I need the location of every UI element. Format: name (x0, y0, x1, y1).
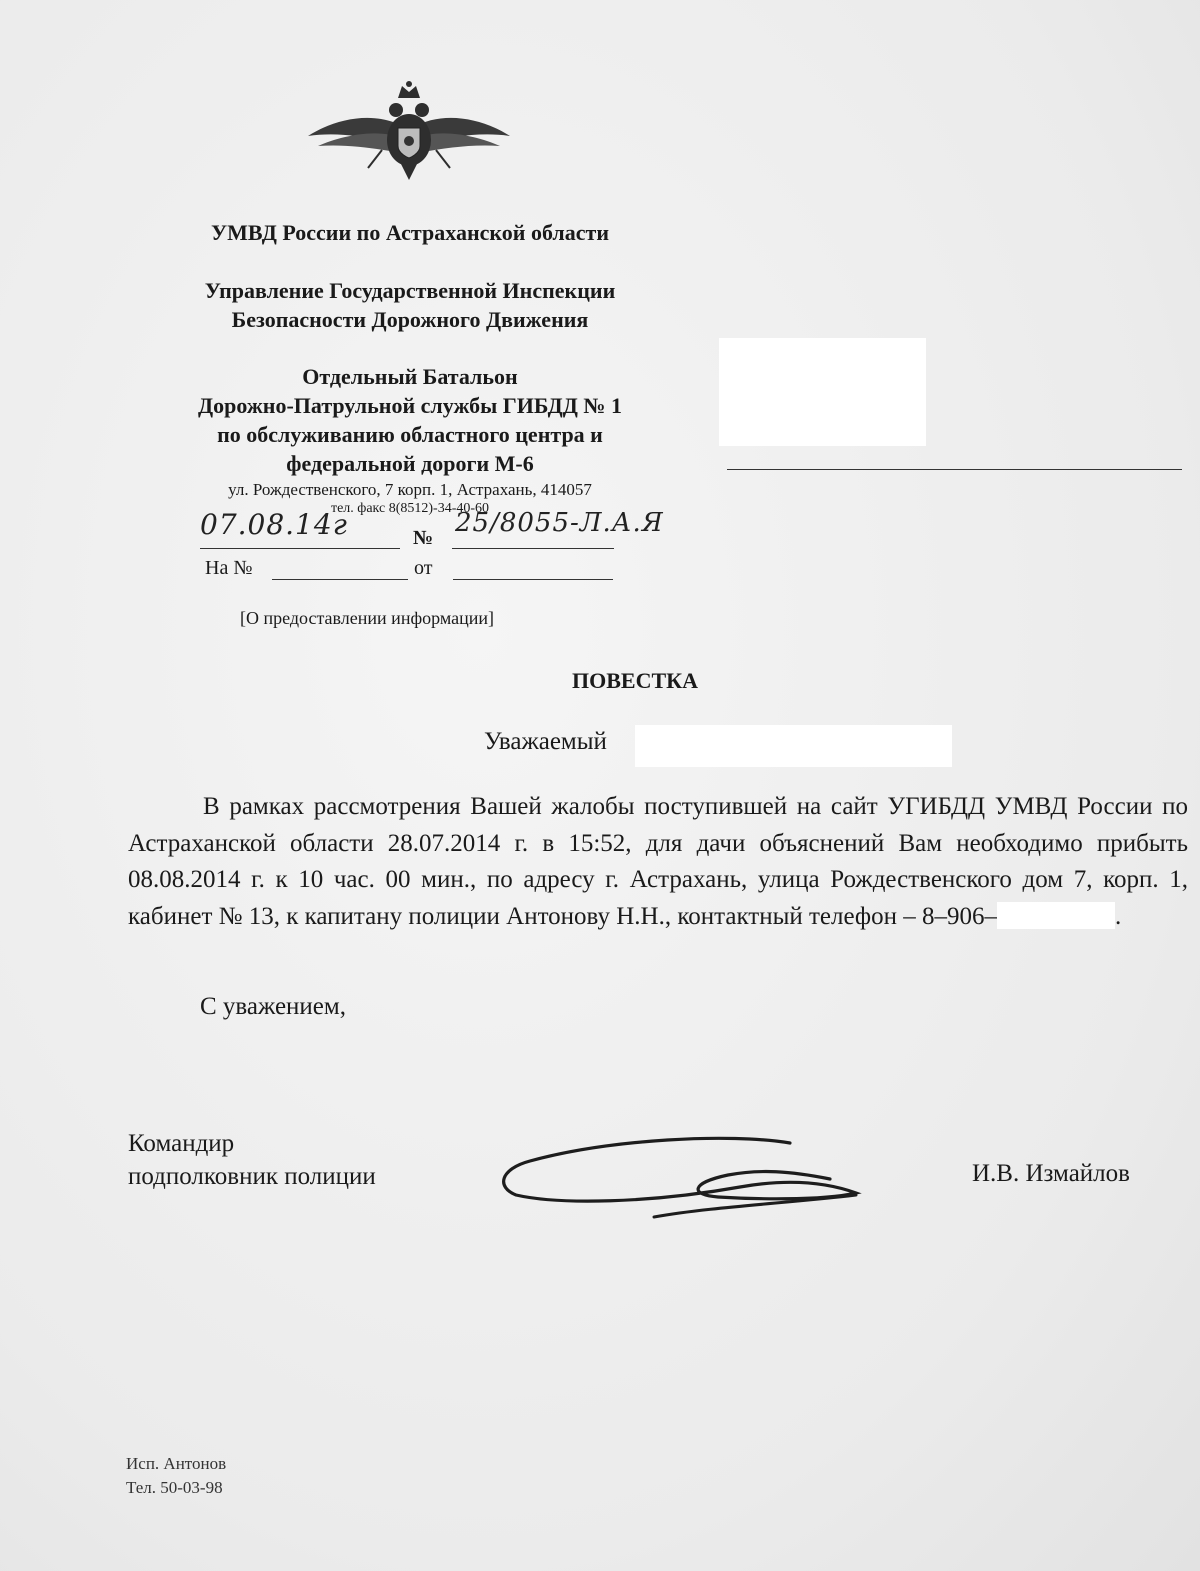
department-line-1: Управление Государственной Инспекции (204, 278, 616, 303)
reference-date-underline (453, 579, 613, 580)
executor-info (126, 1452, 226, 1500)
sender-address: ул. Рождественского, 7 корп. 1, Астрахань, 414057 (228, 480, 592, 499)
executor-phone: Тел. 50-03-98 (126, 1478, 223, 1497)
reference-number-underline (272, 579, 408, 580)
recipient-name-redaction (635, 725, 952, 767)
subject-line: [О предоставлении информации] (240, 608, 494, 628)
recipient-redaction (719, 338, 926, 446)
unit-line-1: Отдельный Батальон (302, 364, 518, 389)
signatory-position-2: подполковник полиции (128, 1163, 376, 1190)
body-paragraph (128, 789, 1188, 935)
signatory-position (128, 1127, 376, 1193)
body-end: . (1114, 902, 1122, 930)
handwritten-signature (490, 1125, 870, 1230)
unit-line-3: по обслуживанию областного центра и (217, 422, 603, 447)
signatory-position-1: Командир (128, 1130, 235, 1157)
unit-name (140, 362, 680, 478)
greeting: Уважаемый (484, 728, 607, 755)
org-name: УМВД России по Астраханской области (211, 220, 609, 245)
police-double-headed-eagle-emblem-icon (306, 80, 512, 186)
outgoing-number-handwritten: 25/8055-Л.А.Я (455, 508, 664, 538)
closing: С уважением, (200, 993, 346, 1020)
executor-name: Исп. Антонов (126, 1454, 227, 1473)
unit-line-2: Дорожно-Патрульной службы ГИБДД № 1 (198, 393, 622, 418)
date-underline (200, 548, 400, 549)
recipient-address-line (727, 469, 1182, 470)
department-name (140, 276, 680, 334)
number-underline (452, 548, 614, 549)
number-label: № (413, 527, 434, 549)
document-title: ПОВЕСТКА (572, 668, 698, 693)
sender-phone: тел. факс 8(8512)-34-40-60 (330, 501, 490, 516)
phone-redaction (997, 902, 1115, 929)
outgoing-date-handwritten: 07.08.14г (200, 508, 348, 541)
unit-line-4: федеральной дороги М-6 (286, 451, 534, 476)
signatory-name: И.В. Измайлов (972, 1160, 1130, 1187)
reference-number-label: На № (205, 557, 253, 579)
body-text: В рамках рассмотрения Вашей жалобы поступившей на сайт УГИБДД УМВД России по Астраханской области 28.07.2014 г. в 15:52, для дачи объяснений Вам необходимо прибыть 08.08.2014 г. к 10 час. 00 мин., по адресу г. Астрахань, улица Рождественского дом 7, корп. 1, кабинет № 13, к капитану полиции Антонову Н.Н., контактный телефон – 8–906– (128, 793, 1188, 930)
department-line-2: Безопасности Дорожного Движения (231, 307, 589, 332)
reference-from-label: от (414, 557, 433, 579)
